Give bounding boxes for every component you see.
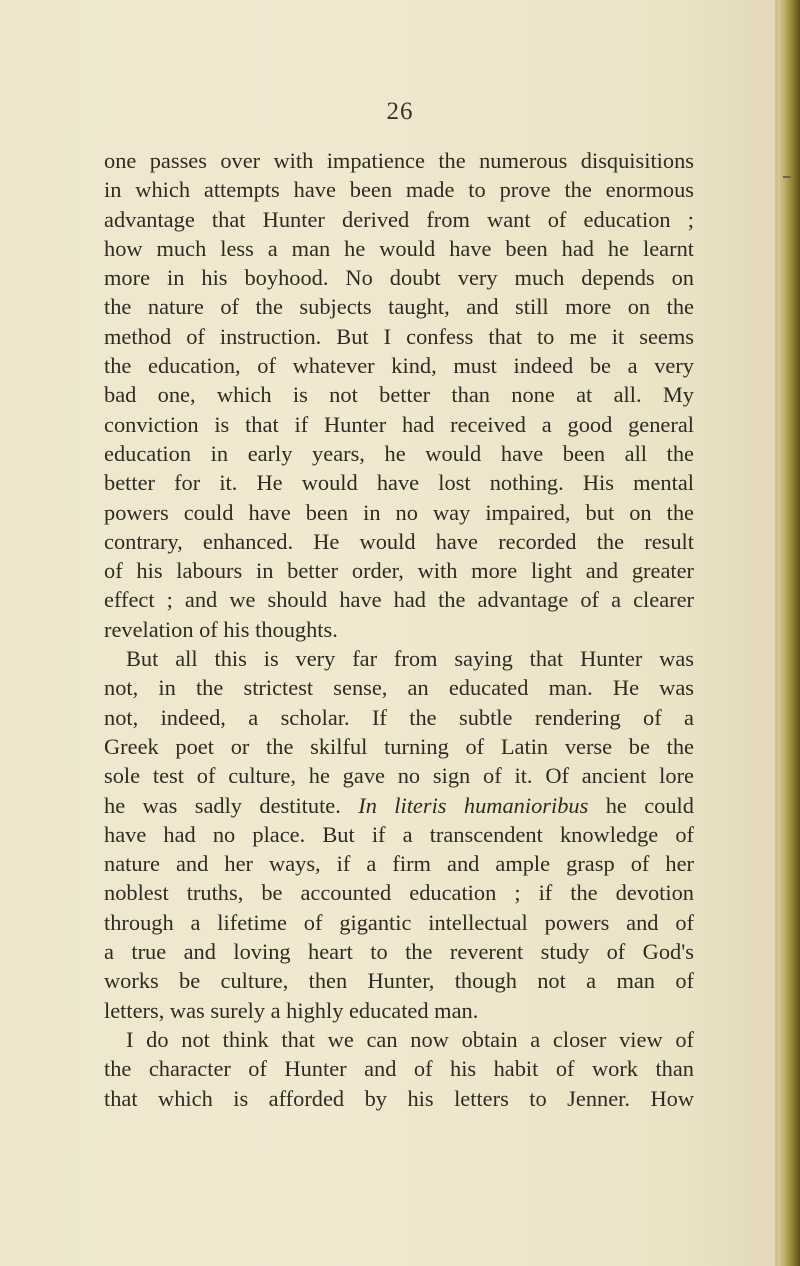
text-line: that which is afforded by his letters to Jenner. How [104,1085,694,1111]
text-line: through a lifetime of gigantic intellectual powers and of [104,909,694,935]
mixed-text-line [104,791,694,820]
text-line: in which attempts have been made to prove the enormous [104,177,694,203]
text-line: more in his boyhood. No doubt very much depends on [104,265,694,291]
text-line: a true and loving heart to the reverent study of God's [104,939,694,965]
latin-phrase: In literis humanioribus [358,792,589,818]
text-line: one passes over with impatience the numerous disquisitions [104,148,694,173]
text-line: the character of Hunter and of his habit of work than [104,1056,694,1082]
text-line: sole test of culture, he gave no sign of it. Of ancient lore [104,763,694,789]
text-line: bad one, which is not better than none at all. My [104,382,694,408]
body-text [104,146,694,1113]
text-line: works be culture, then Hunter, though not a man of [104,968,694,994]
stray-mark [783,176,791,178]
text-line: have had no place. But if a transcendent knowledge of [104,821,694,847]
text-line: I do not think that we can now obtain a closer view of [126,1026,694,1052]
text-line: not, indeed, a scholar. If the subtle rendering of a [104,704,694,730]
text-line: Greek poet or the skilful turning of Latin verse be the [104,733,694,759]
text-line: not, in the strictest sense, an educated man. He was [104,675,694,701]
text-line: method of instruction. But I confess that to me it seems [104,323,694,349]
text-line: But all this is very far from saying that Hunter was [126,646,694,672]
text-line: effect ; and we should have had the advantage of a clearer [104,587,694,613]
text-line: of his labours in better order, with more light and greater [104,558,694,584]
text-line: conviction is that if Hunter had received a good general [104,411,694,437]
text-line: advantage that Hunter derived from want of education ; [104,206,694,232]
text-line: nature and her ways, if a firm and ample grasp of her [104,851,694,877]
book-spine-edge [778,0,800,1266]
page-number: 26 [386,98,414,125]
text-line: better for it. He would have lost nothing. His mental [104,470,694,496]
text-fragment: he was sadly destitute. [104,792,341,818]
text-line: how much less a man he would have been had he learnt [104,235,694,261]
text-line: the education, of whatever kind, must indeed be a very [104,353,694,379]
text-line: contrary, enhanced. He would have recorded the result [104,528,694,554]
text-line: education in early years, he would have been all the [104,440,694,466]
text-line: the nature of the subjects taught, and still more on the [104,294,694,320]
text-fragment: he could [605,792,694,818]
text-line: noblest truths, be accounted education ; if the devotion [104,880,694,906]
text-line: powers could have been in no way impaired, but on the [104,499,694,525]
paragraph-end-line: letters, was surely a highly educated man. [104,997,479,1023]
paragraph-end-line: revelation of his thoughts. [104,616,338,642]
